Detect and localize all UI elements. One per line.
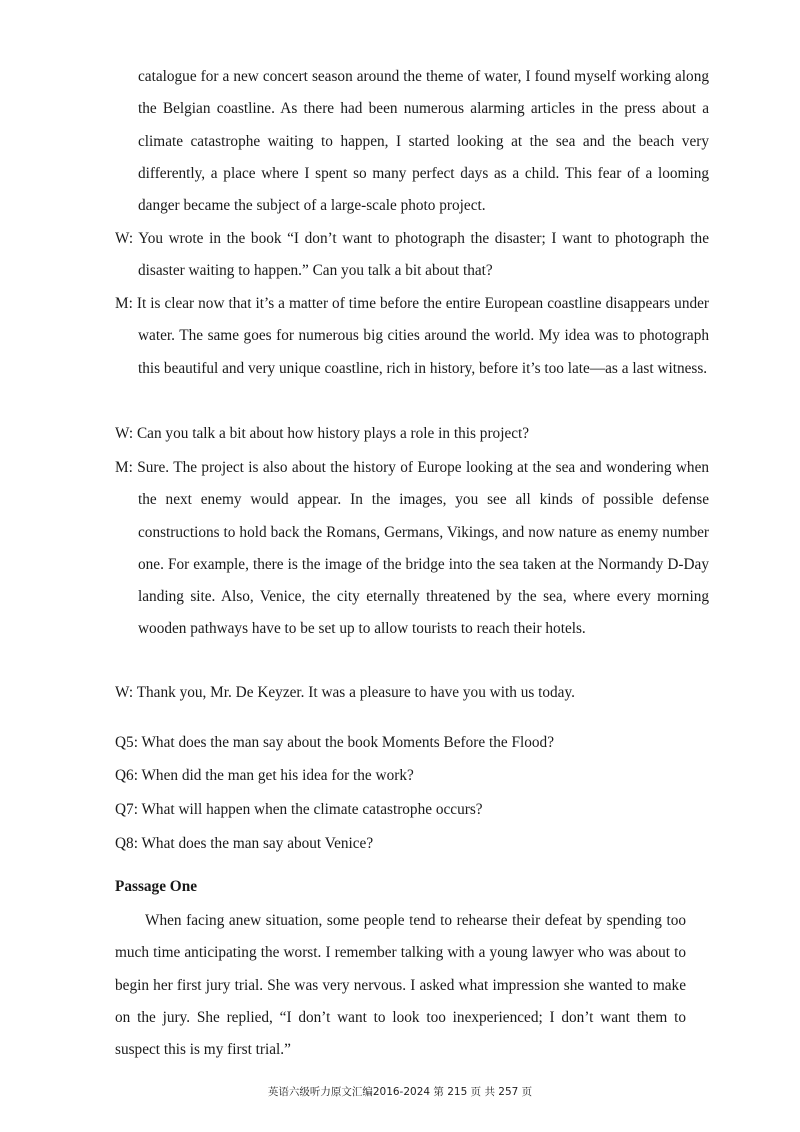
dialogue-text: Thank you, Mr. De Keyzer. It was a pleasure to have you with us today.: [136, 684, 575, 701]
dialogue-text: Sure. The project is also about the history of Europe looking at the sea and wondering when the next enemy would appear. In the images, you see all kinds of possible defense constructions to hold back the Romans, Germans, Vikings, and now nature as enemy number one. For example, there is the image of the bridge into the sea taken at the Normandy D-Day landing site. Also, Venice, the city eternally threatened by the sea, where every morning wooden pathways have to be set up to allow tourists to reach their hotels.: [137, 459, 710, 638]
dialogue-turn-w: [115, 418, 709, 450]
question-item: Q7: What will happen when the climate catastrophe occurs?: [115, 801, 483, 818]
dialogue-continuation: [115, 61, 709, 222]
speaker-label: W:: [115, 425, 134, 442]
dialogue-text: catalogue for a new concert season around the theme of water, I found myself working along the Belgian coastline. As there had been numerous alarming articles in the press about a climate catastrophe waiting to happen, I started looking at the sea and the beach very differently, a place where I spent so many perfect days as a child. This fear of a looming danger became the subject of a large-scale photo project.: [138, 68, 709, 215]
dialogue-turn-w: [115, 677, 709, 709]
passage-heading: Passage One: [115, 878, 198, 895]
question-item: Q8: What does the man say about Venice?: [115, 835, 374, 852]
dialogue-turn-m: [115, 452, 709, 646]
dialogue-text: Can you talk a bit about how history plays a role in this project?: [136, 425, 530, 442]
speaker-label: W:: [115, 230, 134, 247]
passage-text: When facing anew situation, some people tend to rehearse their defeat by spending too much time anticipating the worst. I remember talking with a young lawyer who was about to begin her first jury trial. She was very nervous. I asked what impression she wanted to make on the jury. She replied, “I don’t want to look too inexperienced; I don’t want them to suspect this is my first trial.”: [115, 912, 686, 1059]
question-item: Q6: When did the man get his idea for the work?: [115, 767, 414, 784]
dialogue-text: It is clear now that it’s a matter of time before the entire European coastline disappears under water. The same goes for numerous big cities around the world. My idea was to photograph this beautiful and very unique coastline, rich in history, before it’s too late—as a last witness.: [136, 295, 709, 377]
speaker-label: W:: [115, 684, 134, 701]
dialogue-turn-m: [115, 288, 709, 385]
page-footer: 英语六级听力原文汇编2016-2024 第 215 页 共 257 页: [267, 1086, 533, 1098]
dialogue-text: You wrote in the book “I don’t want to photograph the disaster; I want to photograph the disaster waiting to happen.” Can you talk a bit about that?: [138, 230, 709, 280]
speaker-label: M:: [115, 295, 133, 312]
dialogue-turn-w: [115, 223, 709, 288]
speaker-label: M:: [115, 459, 133, 476]
question-item: Q5: What does the man say about the book Moments Before the Flood?: [115, 734, 554, 751]
